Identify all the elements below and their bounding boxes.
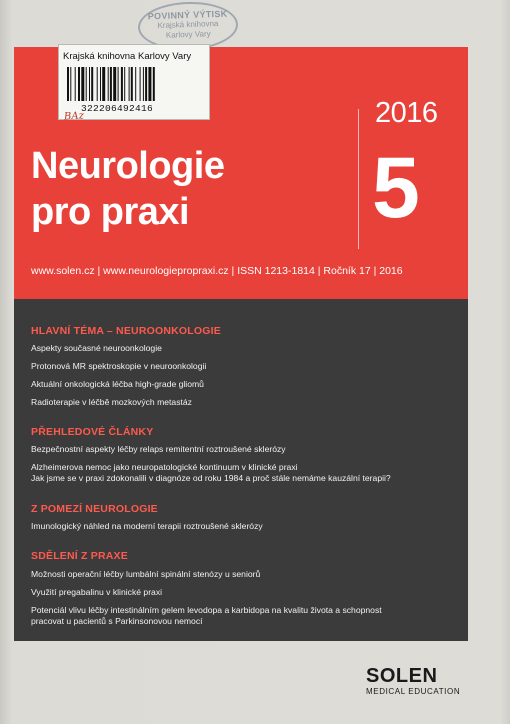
magazine-title (31, 143, 224, 235)
article-title: Jak jsme se v praxi zdokonalili v diagnóze od roku 1984 a proč stále nemáme kauzální terapii? (31, 473, 391, 483)
publication-meta: www.solen.cz | www.neurologiepropraxi.cz | ISSN 1213-1814 | Ročník 17 | 2016 (31, 265, 403, 277)
article-title: Bezpečnostní aspekty léčby relaps remitentní roztroušené sklerózy (31, 444, 286, 454)
contents-panel (14, 299, 468, 641)
article-title: Využití pregabalinu v klinické praxi (31, 587, 163, 597)
handwritten-note: BAz (63, 110, 85, 123)
title-line-1: Neurologie (31, 145, 225, 187)
article-title: Radioterapie v léčbě mozkových metastáz (31, 397, 192, 407)
stamp-line-1: POVINNÝ VÝTISK (147, 8, 228, 22)
stamp-line-2: Krajská knihovna (157, 18, 219, 31)
section-heading-case-reports: SDĚLENÍ Z PRAXE (31, 550, 128, 562)
article-title: Imunologický náhled na moderní terapii roztroušené sklerózy (31, 521, 263, 531)
article-title: Aspekty současné neuroonkologie (31, 343, 162, 353)
title-line-2: pro praxi (31, 191, 190, 233)
magazine-cover (14, 47, 468, 641)
stamp-line-3: Karlovy Vary (165, 29, 211, 40)
article-title: Potenciál vlivu léčby intestinálním gelem levodopa a karbidopa na kvalitu života a schopnost (31, 605, 382, 615)
article-title: Protonová MR spektroskopie v neuroonkologii (31, 361, 207, 371)
article-title: Možnosti operační léčby lumbální spinální stenózy u seniorů (31, 569, 261, 579)
library-barcode-label (58, 44, 210, 123)
barcode-graphic (67, 67, 201, 101)
article-title: Aktuální onkologická léčba high-grade gliomů (31, 379, 204, 389)
issue-year: 2016 (375, 97, 438, 129)
header-divider (358, 109, 359, 249)
section-heading-review-articles: PŘEHLEDOVÉ ČLÁNKY (31, 426, 154, 438)
publisher-subtitle: MEDICAL EDUCATION (366, 687, 461, 696)
article-title: pracovat u pacientů s Parkinsonovou nemocí (31, 616, 203, 626)
section-heading-borderline-neurology: Z POMEZÍ NEUROLOGIE (31, 503, 158, 515)
section-heading-main-topic: HLAVNÍ TÉMA – NEUROONKOLOGIE (31, 325, 221, 337)
barcode-number: 322206492416 (81, 103, 154, 114)
library-name: Krajská knihovna Karlovy Vary (63, 51, 192, 62)
publisher-name: SOLEN (366, 665, 438, 687)
article-title: Alzheimerova nemoc jako neuropatologické kontinuum v klinické praxi (31, 462, 298, 472)
issue-number: 5 (372, 140, 420, 236)
publisher-logo (366, 666, 460, 697)
